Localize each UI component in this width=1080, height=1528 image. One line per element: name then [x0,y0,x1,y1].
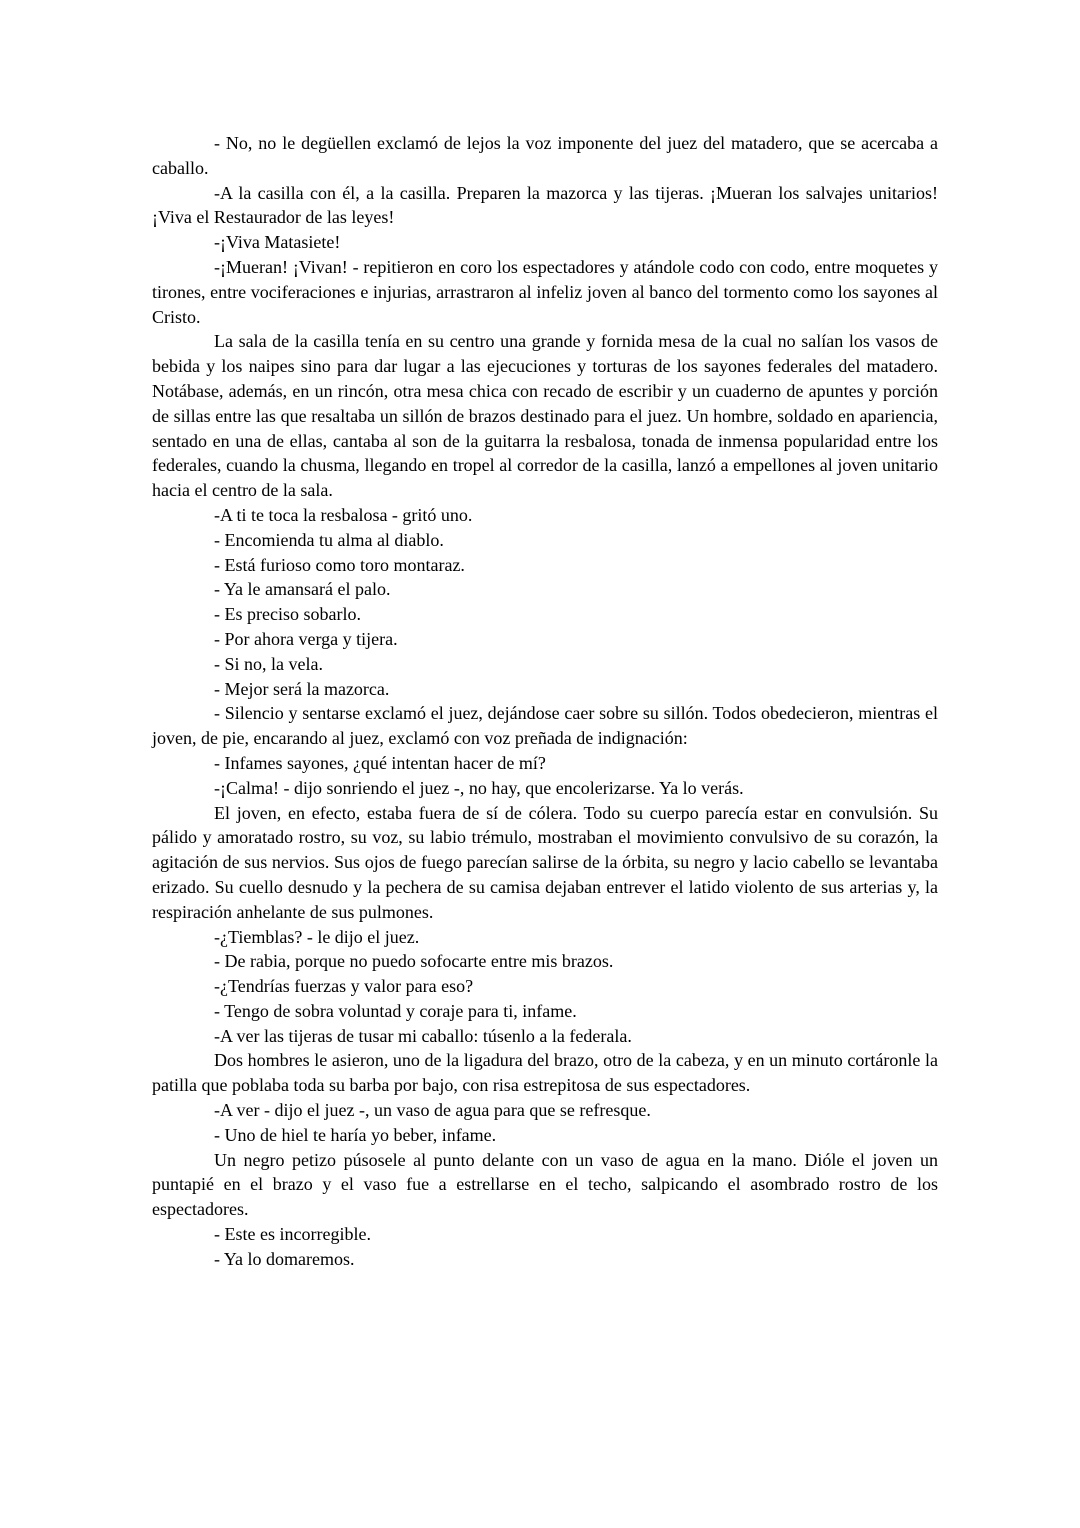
paragraph: El joven, en efecto, estaba fuera de sí de cólera. Todo su cuerpo parecía estar en convulsión. Su pálido y amoratado rostro, su voz, su labio trémulo, mostraban el movimiento convulsivo de su corazón, la agitación de sus nervios. Sus ojos de fuego parecían salirse de la órbita, su negro y lacio cabello se levantaba erizado. Su cuello desnudo y la pechera de su camisa dejaban entrever el latido violento de sus arterias y, la respiración anhelante de sus pulmones. [152,802,938,922]
paragraph: - Uno de hiel te haría yo beber, infame. [214,1124,497,1145]
paragraph: -¡Mueran! ¡Vivan! - repitieron en coro los espectadores y atándole codo con codo, entre moquetes y tirones, entre vociferaciones e injurias, arrastraron al infeliz joven al banco del tormento como los sayones al Cristo. [152,256,938,327]
paragraph: - Está furioso como toro montaraz. [214,554,465,575]
paragraph: -¿Tendrías fuerzas y valor para eso? [214,976,474,997]
paragraph: -A ver las tijeras de tusar mi caballo: túsenlo a la federala. [214,1025,632,1046]
paragraph: - Silencio y sentarse exclamó el juez, dejándose caer sobre su sillón. Todos obedecieron, mientras el joven, de pie, encarando al juez, exclamó con voz preñada de indignación: [152,703,938,749]
paragraph: - Ya lo domaremos. [214,1248,355,1269]
paragraph: - De rabia, porque no puedo sofocarte entre mis brazos. [214,951,614,972]
paragraph: - Infames sayones, ¿qué intentan hacer de mí? [214,752,546,773]
paragraph: -A la casilla con él, a la casilla. Preparen la mazorca y las tijeras. ¡Mueran los salvajes unitarios! ¡Viva el Restaurador de las leyes! [152,182,938,228]
paragraph: - Mejor será la mazorca. [214,678,390,699]
paragraph: - Ya le amansará el palo. [214,579,391,600]
paragraph: - Si no, la vela. [214,653,323,674]
paragraph: Dos hombres le asieron, uno de la ligadura del brazo, otro de la cabeza, y en un minuto cortáronle la patilla que poblaba toda su barba por bajo, con risa estrepitosa de sus espectadores. [152,1050,938,1096]
paragraph: - Es preciso sobarlo. [214,604,361,625]
paragraph: - No, no le degüellen exclamó de lejos la voz imponente del juez del matadero, que se acercaba a caballo. [152,133,938,178]
paragraph: -¡Viva Matasiete! [214,232,341,253]
paragraph: La sala de la casilla tenía en su centro una grande y fornida mesa de la cual no salían los vasos de bebida y los naipes sino para dar lugar a las ejecuciones y torturas de los sayones federales del matadero. Notábase, además, en un rincón, otra mesa chica con recado de escribir y un cuaderno de apuntes y porción de sillas entre las que resaltaba un sillón de brazos destinado para el juez. Un hombre, soldado en apariencia, sentado en una de ellas, cantaba al son de la guitarra la resbalosa, tonada de inmensa popularidad entre los federales, cuando la chusma, llegando en tropel al corredor de la casilla, lanzó a empellones al joven unitario hacia el centro de la sala. [152,331,938,501]
paragraph: -A ver - dijo el juez -, un vaso de agua para que se refresque. [214,1100,651,1121]
paragraph: -A ti te toca la resbalosa - gritó uno. [214,504,473,525]
paragraph: - Encomienda tu alma al diablo. [214,529,444,550]
paragraph: - Este es incorregible. [214,1224,371,1245]
paragraph: Un negro petizo púsosele al punto delante con un vaso de agua en la mano. Dióle el joven un puntapié en el brazo y el vaso fue a estrellarse en el techo, salpicando el asombrado rostro de los espectadores. [152,1149,938,1220]
paragraph: -¿Tiemblas? - le dijo el juez. [214,926,420,947]
paragraph: - Por ahora verga y tijera. [214,628,398,649]
paragraph: -¡Calma! - dijo sonriendo el juez -, no hay, que encolerizarse. Ya lo verás. [214,777,744,798]
document-body [152,131,938,1272]
paragraph: - Tengo de sobra voluntad y coraje para ti, infame. [214,1000,577,1021]
